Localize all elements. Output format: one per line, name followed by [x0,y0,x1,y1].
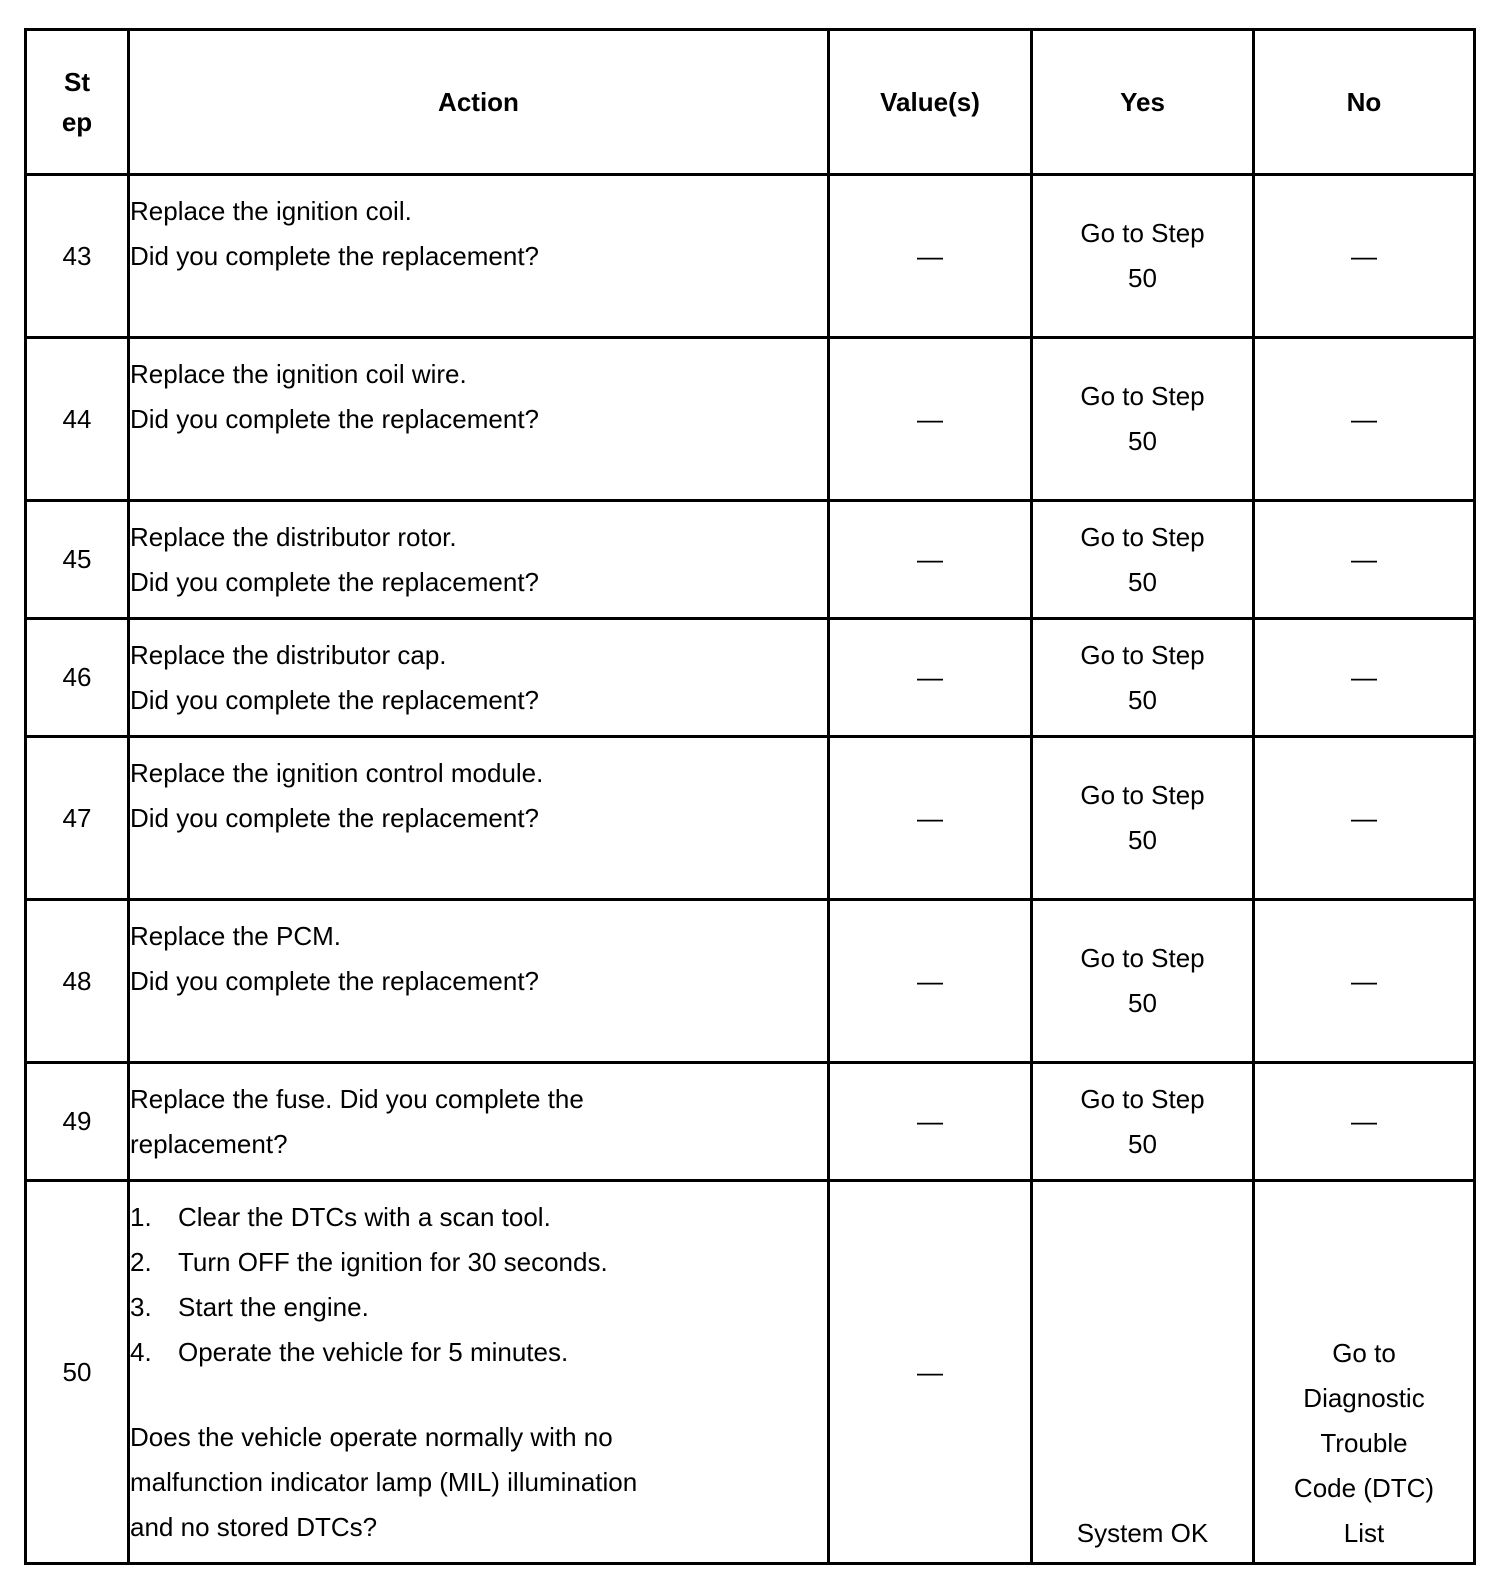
yes-line: Go to Step [1080,780,1205,810]
step-number: 49 [26,1063,129,1181]
action-line-spacer [130,279,827,324]
table-row [26,338,1475,501]
table-row [26,1063,1475,1181]
yes-line: Go to Step [1080,218,1205,248]
yes-line: Go to Step [1080,943,1205,973]
yes-cell [1032,1063,1254,1181]
no-cell: — [1254,900,1475,1063]
yes-cell [1032,900,1254,1063]
header-yes: Yes [1032,30,1254,175]
table-row-final [26,1181,1475,1564]
header-no: No [1254,30,1475,175]
yes-line: 50 [1128,825,1157,855]
procedure-number: 1. [130,1201,152,1232]
action-cell [129,338,829,501]
header-step-line-1: St [64,67,90,97]
step-number: 45 [26,501,129,619]
action-line: Replace the PCM. [130,920,341,951]
value-cell: — [829,1063,1032,1181]
no-line: Go to [1332,1338,1396,1368]
procedure-text: Clear the DTCs with a scan tool. [178,1201,551,1232]
value-cell: — [829,737,1032,900]
action-line: Replace the ignition control module. [130,757,544,788]
table-header-row [26,30,1475,175]
yes-cell [1032,619,1254,737]
procedure-text: Turn OFF the ignition for 30 seconds. [178,1246,608,1277]
step-number: 50 [26,1181,129,1564]
yes-line: Go to Step [1080,381,1205,411]
yes-line: 50 [1128,566,1157,597]
header-step-line-2: ep [61,107,93,137]
action-line: Did you complete the replacement? [130,403,540,434]
value-cell: — [829,619,1032,737]
yes-line: 50 [1128,988,1157,1018]
value-cell: — [829,900,1032,1063]
action-line: Replace the ignition coil wire. [130,358,467,389]
yes-line: Go to Step [1080,521,1205,552]
yes-line: Go to Step [1080,639,1205,670]
table-row [26,619,1475,737]
action-line: Replace the ignition coil. [130,195,412,226]
yes-line: 50 [1128,1128,1157,1159]
table-row [26,175,1475,338]
yes-line: 50 [1128,684,1157,715]
action-line: Did you complete the replacement? [130,684,540,715]
yes-line: Go to Step [1080,1083,1205,1114]
procedure-text: Operate the vehicle for 5 minutes. [178,1336,569,1367]
value-cell: — [829,1181,1032,1564]
no-cell: — [1254,175,1475,338]
yes-cell [1032,175,1254,338]
question-line: malfunction indicator lamp (MIL) illumination [130,1466,638,1497]
action-line-spacer [130,1004,827,1049]
action-cell [129,1181,829,1564]
yes-cell: System OK [1032,1181,1254,1564]
yes-line: 50 [1128,426,1157,456]
action-line-spacer [130,442,827,487]
procedure-number: 2. [130,1246,152,1277]
yes-cell [1032,338,1254,501]
action-line: Replace the distributor cap. [130,639,447,670]
yes-cell [1032,737,1254,900]
procedure-number: 3. [130,1291,152,1322]
no-cell: — [1254,1063,1475,1181]
action-line: Did you complete the replacement? [130,965,540,996]
diagnostic-step-table [24,28,1476,1565]
step-number: 46 [26,619,129,737]
header-step [26,30,129,175]
no-cell: — [1254,619,1475,737]
action-line: Replace the fuse. Did you complete the [130,1083,584,1114]
no-line: Code (DTC) [1293,1473,1435,1503]
no-line: Trouble [1320,1428,1408,1458]
step-number: 47 [26,737,129,900]
action-cell [129,1063,829,1181]
action-line: Did you complete the replacement? [130,802,540,833]
verification-question [130,1415,827,1550]
no-cell: — [1254,737,1475,900]
question-line: and no stored DTCs? [130,1511,378,1542]
value-cell: — [829,338,1032,501]
action-cell [129,501,829,619]
action-line: replacement? [130,1128,288,1159]
procedure-item [130,1195,827,1240]
question-line: Does the vehicle operate normally with no [130,1421,613,1452]
yes-line: 50 [1128,263,1157,293]
procedure-item [130,1285,827,1330]
table-row [26,737,1475,900]
step-number: 48 [26,900,129,1063]
table-row [26,501,1475,619]
action-cell [129,737,829,900]
no-cell [1254,1181,1475,1564]
action-cell [129,175,829,338]
table-row [26,900,1475,1063]
procedure-number: 4. [130,1336,152,1367]
action-cell [129,900,829,1063]
procedure-item [130,1330,827,1375]
procedure-text: Start the engine. [178,1291,369,1322]
no-line: Diagnostic [1303,1383,1425,1413]
action-line: Replace the distributor rotor. [130,521,457,552]
procedure-item [130,1240,827,1285]
action-line: Did you complete the replacement? [130,566,540,597]
no-cell: — [1254,338,1475,501]
value-cell: — [829,175,1032,338]
header-action: Action [129,30,829,175]
no-cell: — [1254,501,1475,619]
action-cell [129,619,829,737]
step-number: 44 [26,338,129,501]
action-line: Did you complete the replacement? [130,240,540,271]
step-number: 43 [26,175,129,338]
no-line: List [1343,1518,1385,1548]
diagnostic-table-sheet [24,28,1476,1565]
procedure-list [130,1195,827,1375]
value-cell: — [829,501,1032,619]
yes-cell [1032,501,1254,619]
action-line-spacer [130,841,827,886]
header-values: Value(s) [829,30,1032,175]
